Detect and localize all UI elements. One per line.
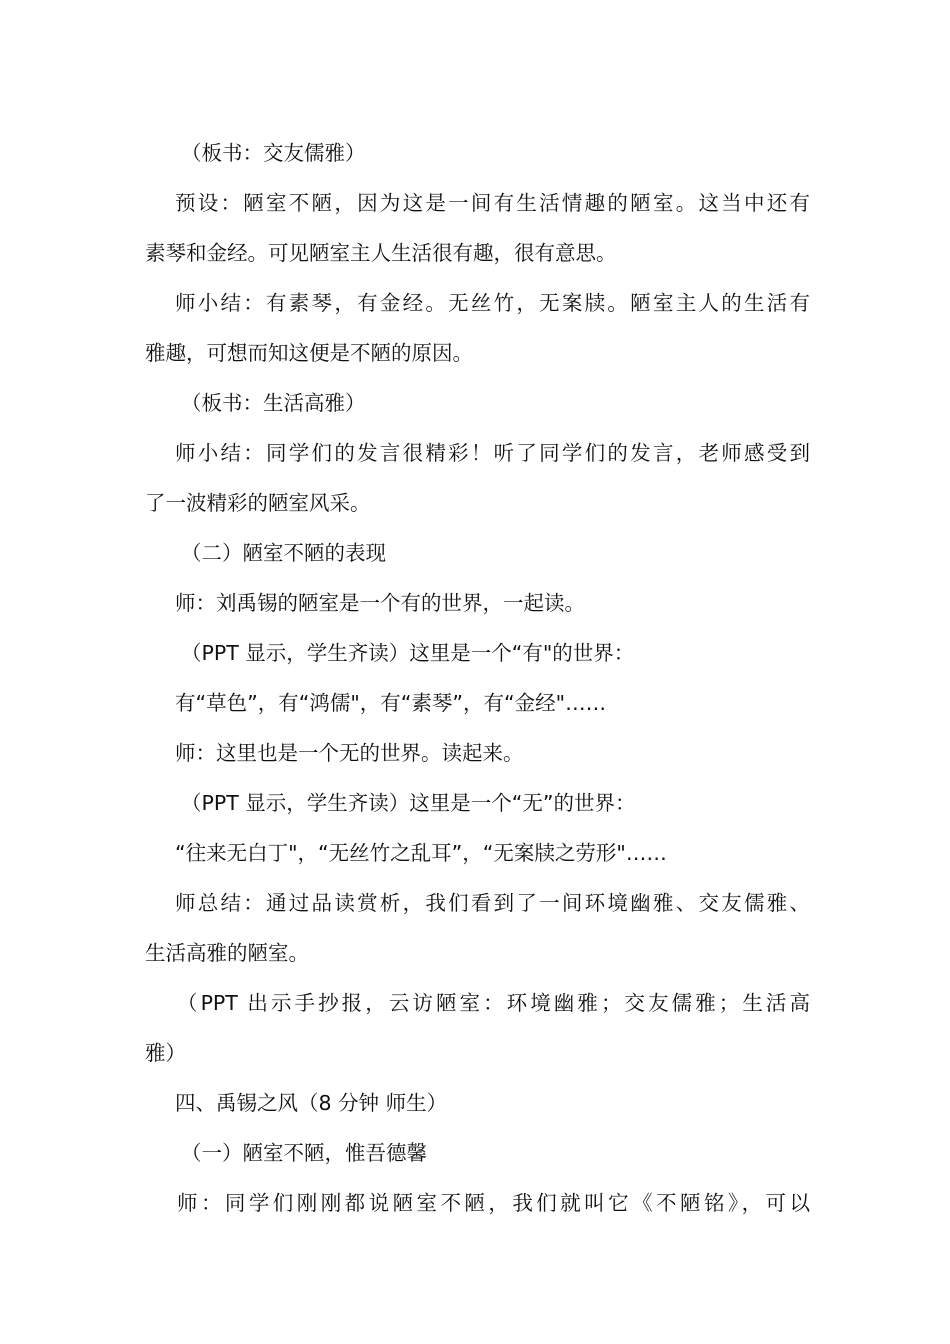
paragraph-line: 有“草色”，有“鸿儒"，有“素琴”，有“金经"…… (175, 691, 607, 715)
board-note-line: （板书：生活高雅） (181, 391, 366, 415)
paragraph-line: 生活高雅的陋室。 (145, 941, 309, 965)
paragraph-line: 预设：陋室不陋，因为这是一间有生活情趣的陋室。这当中还有 (175, 191, 810, 215)
paragraph-line: 师：刘禹锡的陋室是一个有的世界，一起读。 (175, 591, 585, 615)
paragraph-line: 师小结：同学们的发言很精彩！听了同学们的发言，老师感受到 (175, 441, 810, 465)
section-heading: （一）陋室不陋，惟吾德馨 (181, 1141, 427, 1165)
paragraph-line: 了一波精彩的陋室风采。 (145, 491, 371, 515)
paragraph-line: 师总结：通过品读赏析，我们看到了一间环境幽雅、交友儒雅、 (175, 891, 810, 915)
paragraph-line: （PPT 出示手抄报，云访陋室：环境幽雅；交友儒雅；生活高 (177, 991, 810, 1015)
paragraph-line: 雅趣，可想而知这便是不陋的原因。 (145, 341, 473, 365)
paragraph-line: “往来无白丁"，“无丝竹之乱耳”，“无案牍之劳形"…… (175, 841, 667, 865)
paragraph-line: 师：这里也是一个无的世界。读起来。 (175, 741, 524, 765)
paragraph-line: 师：同学们刚刚都说陋室不陋，我们就叫它《不陋铭》，可以 (177, 1191, 810, 1215)
paragraph-line: 师小结：有素琴，有金经。无丝竹，无案牍。陋室主人的生活有 (175, 291, 810, 315)
board-note-line: （板书：交友儒雅） (181, 141, 366, 165)
paragraph-line: （PPT 显示，学生齐读）这里是一个“无”的世界： (181, 791, 636, 815)
paragraph-line: （PPT 显示，学生齐读）这里是一个“有"的世界： (181, 641, 635, 665)
section-heading: （二）陋室不陋的表现 (181, 541, 386, 565)
paragraph-line: 素琴和金经。可见陋室主人生活很有趣，很有意思。 (145, 241, 617, 265)
document-body (145, 128, 810, 1228)
paragraph-line: 雅） (145, 1041, 186, 1065)
section-heading: 四、禹锡之风（8 分钟 师生） (175, 1091, 448, 1115)
